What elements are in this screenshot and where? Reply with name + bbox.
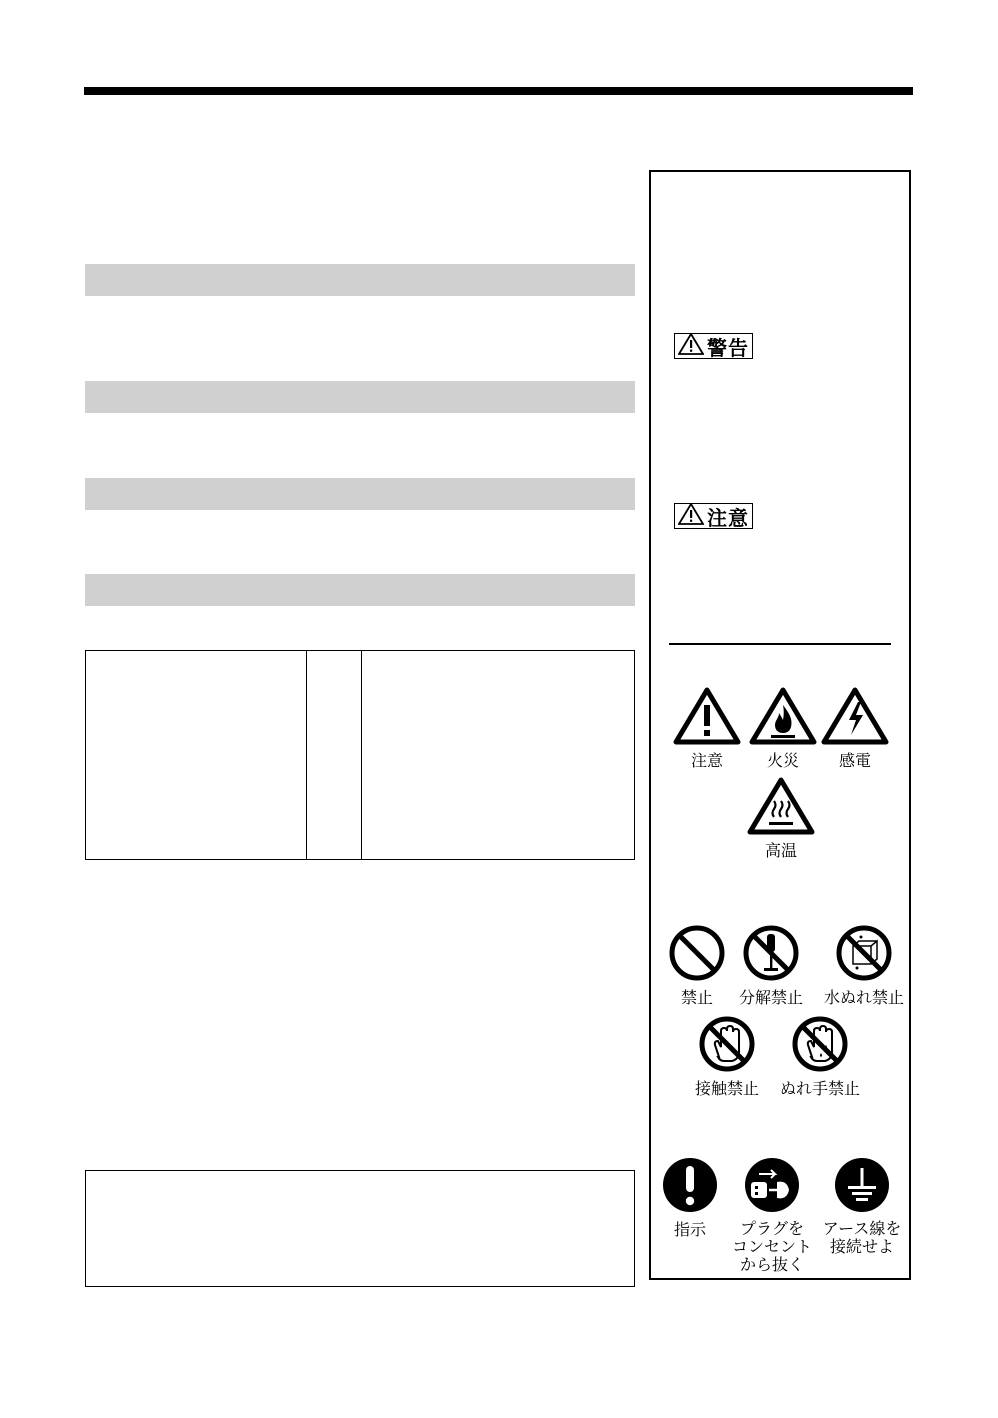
symbol-instruction [657, 1156, 723, 1239]
symbol-label: 注意 [690, 751, 723, 770]
symbol-label: アース線を 接続せよ [822, 1219, 902, 1256]
warning-signal-label [674, 333, 753, 359]
caution-signal-label [674, 503, 753, 529]
symbol-unplug [727, 1156, 817, 1274]
no-wet-hands-icon [791, 1015, 849, 1077]
table-column-1 [86, 651, 307, 859]
table-column-3 [362, 651, 634, 859]
sidebar-divider [669, 643, 891, 645]
symbol-no-touch [687, 1015, 767, 1098]
symbol-label: 水ぬれ禁止 [823, 988, 904, 1007]
instruction-icon [661, 1156, 719, 1218]
warning-signal-text: 警告 [707, 335, 749, 360]
symbol-caution [671, 687, 743, 770]
symbol-label: ぬれ手禁止 [779, 1079, 860, 1098]
symbol-label: 高温 [764, 841, 797, 860]
symbol-electric-shock [819, 687, 891, 770]
unplug-icon [743, 1156, 801, 1218]
symbol-label: 分解禁止 [738, 988, 803, 1007]
symbol-label: 火災 [766, 751, 799, 770]
symbol-label: プラグを コンセント から抜く [731, 1219, 812, 1274]
exclamation-triangle-icon [673, 687, 741, 749]
ground-icon [833, 1156, 891, 1218]
symbol-fire [747, 687, 819, 770]
symbol-label: 指示 [673, 1220, 706, 1239]
symbol-no-wet-hands [775, 1015, 865, 1098]
no-water-icon [835, 924, 893, 986]
prohibited-icon [668, 924, 726, 986]
symbol-label: 接触禁止 [694, 1079, 759, 1098]
section-heading-bar-3 [85, 478, 635, 510]
fire-triangle-icon [749, 687, 817, 749]
top-rule [84, 87, 913, 95]
section-heading-bar-1 [85, 264, 635, 296]
symbol-prohibited [657, 924, 737, 1007]
safety-symbols-sidebar [649, 170, 911, 1280]
summary-table [85, 650, 635, 860]
symbol-label: 禁止 [680, 988, 713, 1007]
note-box [85, 1170, 635, 1287]
electric-shock-triangle-icon [821, 687, 889, 749]
caution-triangle-icon [678, 503, 707, 530]
high-temperature-triangle-icon [747, 777, 815, 839]
section-heading-bar-2 [85, 381, 635, 413]
no-touch-icon [698, 1015, 756, 1077]
caution-triangle-icon [678, 333, 707, 360]
caution-signal-text: 注意 [707, 505, 749, 530]
symbol-label: 感電 [838, 751, 871, 770]
no-disassembly-icon [742, 924, 800, 986]
symbol-high-temperature [745, 777, 817, 860]
symbol-ground [817, 1156, 907, 1256]
symbol-no-disassembly [731, 924, 811, 1007]
section-heading-bar-4 [85, 574, 635, 606]
symbol-no-water [819, 924, 909, 1007]
table-column-2 [307, 651, 362, 859]
